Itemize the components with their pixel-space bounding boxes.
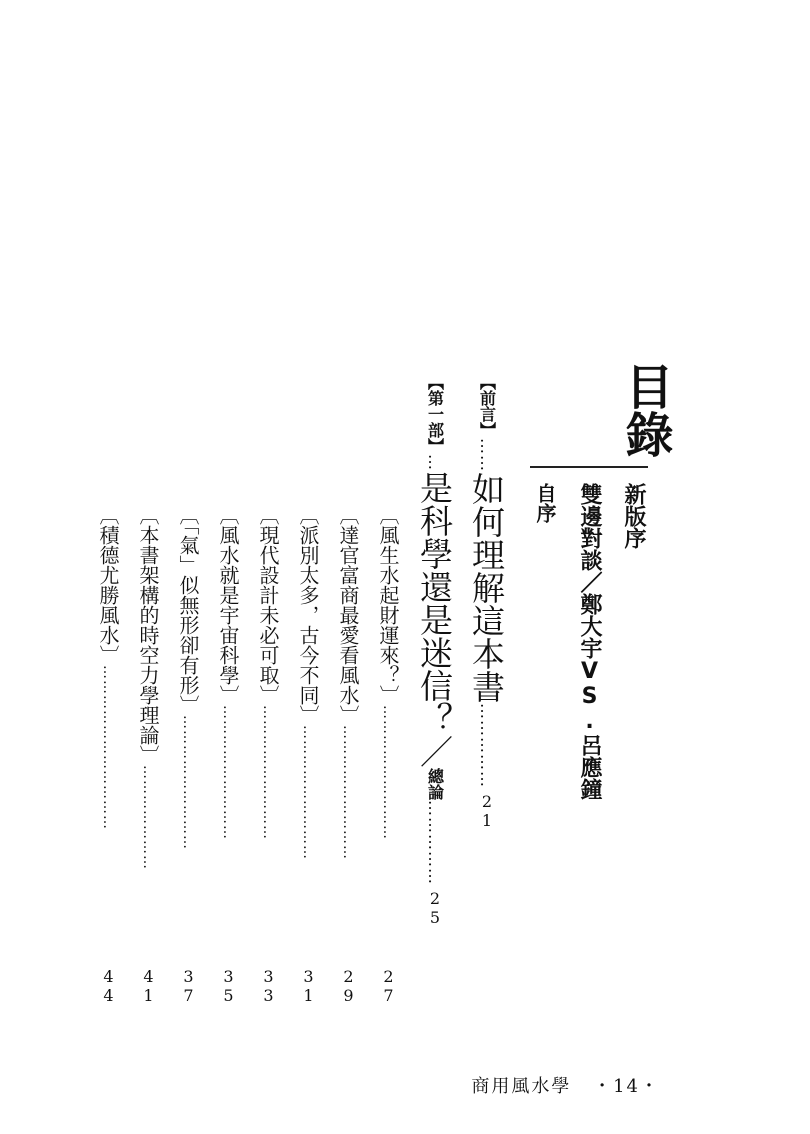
chapter-title: 〔現代設計未必可取〕: [256, 505, 280, 705]
chapter-leader: ………………………: [340, 725, 356, 860]
page-footer: [471, 1072, 660, 1098]
chapter-leader: ………………………: [260, 705, 276, 840]
toc-intro[interactable]: [467, 374, 506, 830]
chapter-title: 〔積德尤勝風水〕: [96, 505, 120, 665]
part1-page: 25: [425, 889, 445, 927]
toc-chapter-1[interactable]: [376, 505, 400, 1005]
entry-own-preface[interactable]: 自序: [533, 483, 557, 523]
chapter-leader: ………………………: [180, 715, 196, 850]
chapter-page: 33: [259, 967, 278, 1005]
toc-chapter-4[interactable]: [256, 505, 280, 1005]
toc-chapter-3[interactable]: [296, 505, 320, 1005]
chapter-leader: …………………: [140, 765, 156, 870]
footer-book-title: 商用風水學: [471, 1076, 572, 1097]
chapter-title: 〔達官富商最愛看風水〕: [336, 505, 360, 725]
part1-subtitle: 總論: [425, 768, 445, 800]
entry-new-preface[interactable]: 新版序: [621, 483, 646, 549]
intro-leader: ……………: [477, 703, 496, 788]
chapter-page: 44: [99, 967, 118, 1005]
intro-tag: 【前言】: [477, 374, 497, 438]
chapter-title: 〔風生水起財運來？〕: [376, 505, 400, 705]
footer-page-number: ・14・: [593, 1076, 660, 1097]
chapter-leader: ………………………: [220, 705, 236, 840]
title-rule: [530, 466, 648, 468]
chapter-page: 27: [379, 967, 398, 1005]
intro-title: 如何理解這本書: [467, 472, 506, 703]
chapter-page: 37: [179, 967, 198, 1005]
toc-chapter-7[interactable]: [136, 505, 160, 1005]
chapter-title: 〔「氣」似無形卻有形〕: [176, 505, 200, 715]
chapter-page: 29: [339, 967, 358, 1005]
intro-page: 21: [477, 792, 497, 830]
chapter-title: 〔風水就是宇宙科學〕: [216, 505, 240, 705]
part1-title: 是科學還是迷信？／: [415, 471, 454, 768]
toc-part1[interactable]: [415, 374, 454, 927]
part1-leader: ……………: [425, 800, 444, 885]
entry-dialogue[interactable]: 雙邊對談／鄭大宇VS.呂應鐘: [577, 483, 602, 800]
chapter-title: 〔本書架構的時空力學理論〕: [136, 505, 160, 765]
chapter-title: 〔派別太多，古今不同〕: [296, 505, 320, 725]
toc-chapter-6[interactable]: [176, 505, 200, 1005]
part1-dots: …: [425, 454, 444, 471]
chapter-page: 41: [139, 967, 158, 1005]
chapter-page: 35: [219, 967, 238, 1005]
part1-tag: 【第一部】: [425, 374, 445, 454]
toc-chapter-5[interactable]: [216, 505, 240, 1005]
chapter-leader: ……………………………: [100, 665, 116, 830]
intro-dots: ……: [477, 438, 496, 472]
page-title: 目錄: [617, 362, 673, 458]
toc-chapter-8[interactable]: [96, 505, 120, 1005]
chapter-page: 31: [299, 967, 318, 1005]
chapter-leader: ………………………: [380, 705, 396, 840]
toc-chapter-2[interactable]: [336, 505, 360, 1005]
chapter-leader: ………………………: [300, 725, 316, 860]
